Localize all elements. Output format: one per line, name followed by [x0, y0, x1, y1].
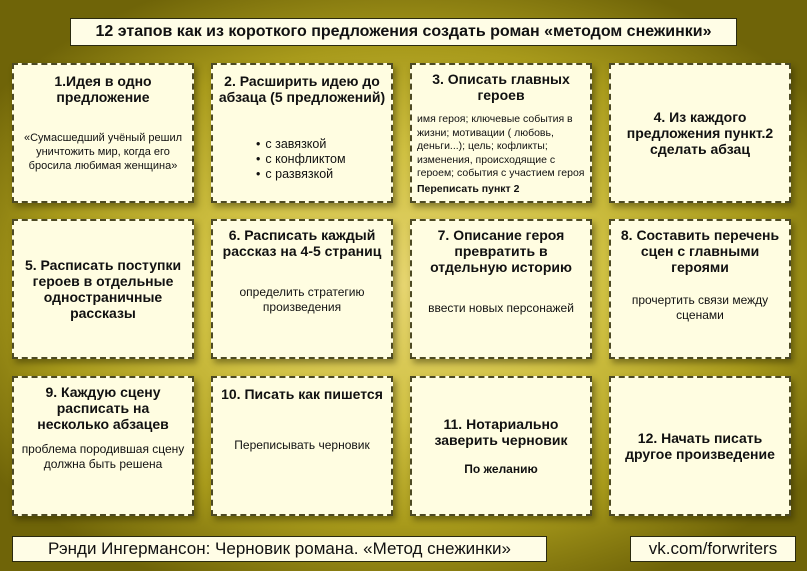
step-card-8 [609, 219, 791, 359]
step-card-3 [410, 63, 592, 203]
step-7-heading: 7. Описание героя превратить в отдельную историю [430, 227, 572, 275]
step-3-text: имя героя; ключевые события в жизни; мотивации ( любовь, деньги...); цель; кофликты; изменения, происходящие с героем; события с участием героя [417, 113, 585, 179]
step-10-text: Переписывать черновик [234, 438, 370, 452]
step-9-heading: 9. Каждую сцену расписать на несколько абзацев [37, 384, 169, 432]
step-2-list-item: • с завязкой [256, 137, 386, 152]
step-card-11 [410, 376, 592, 516]
vk-link[interactable]: vk.com/forwriters [630, 536, 796, 562]
step-2-list-item: • с конфликтом [256, 152, 386, 167]
step-11-heading: 11. Нотариально заверить черновик [434, 416, 568, 448]
step-2-list [218, 137, 386, 182]
step-card-6 [211, 219, 393, 359]
step-5-heading: 5. Расписать поступки героев в отдельные одностраничные рассказы [24, 257, 182, 321]
step-7-text: ввести новых персонажей [428, 301, 574, 315]
step-1-heading: 1.Идея в одно предложение [54, 73, 152, 105]
step-card-7 [410, 219, 592, 359]
step-card-5 [12, 219, 194, 359]
step-12-heading: 12. Начать писать другое произведение [625, 430, 775, 462]
step-card-2 [211, 63, 393, 203]
step-8-text: прочертить связи между сценами [631, 293, 769, 322]
step-11-note: По желанию [464, 462, 538, 476]
step-9-text: проблема породившая сцену должна быть решена [21, 442, 185, 471]
step-3-note: Переписать пункт 2 [417, 182, 520, 195]
step-card-1 [12, 63, 194, 203]
step-1-text: «Сумасшедший учёный решил уничтожить мир, когда его бросила любимая женщина» [23, 132, 183, 172]
step-2-heading: 2. Расширить идею до абзаца (5 предложений) [218, 73, 386, 105]
step-6-text: определить стратегию произведения [239, 285, 365, 314]
step-card-12 [609, 376, 791, 516]
step-6-heading: 6. Расписать каждый рассказ на 4-5 страниц [222, 227, 382, 259]
page-title: 12 этапов как из короткого предложения создать роман «методом снежинки» [70, 18, 737, 46]
book-credit: Рэнди Ингермансон: Черновик романа. «Метод снежинки» [12, 536, 547, 562]
step-card-4 [609, 63, 791, 203]
step-8-heading: 8. Составить перечень сцен с главными героями [620, 227, 780, 275]
step-3-heading: 3. Описать главных героев [432, 71, 570, 103]
step-card-10 [211, 376, 393, 516]
step-2-list-item: • с развязкой [256, 167, 386, 182]
step-4-heading: 4. Из каждого предложения пункт.2 сделать абзац [626, 109, 774, 157]
step-card-9 [12, 376, 194, 516]
step-10-heading: 10. Писать как пишется [221, 386, 383, 402]
